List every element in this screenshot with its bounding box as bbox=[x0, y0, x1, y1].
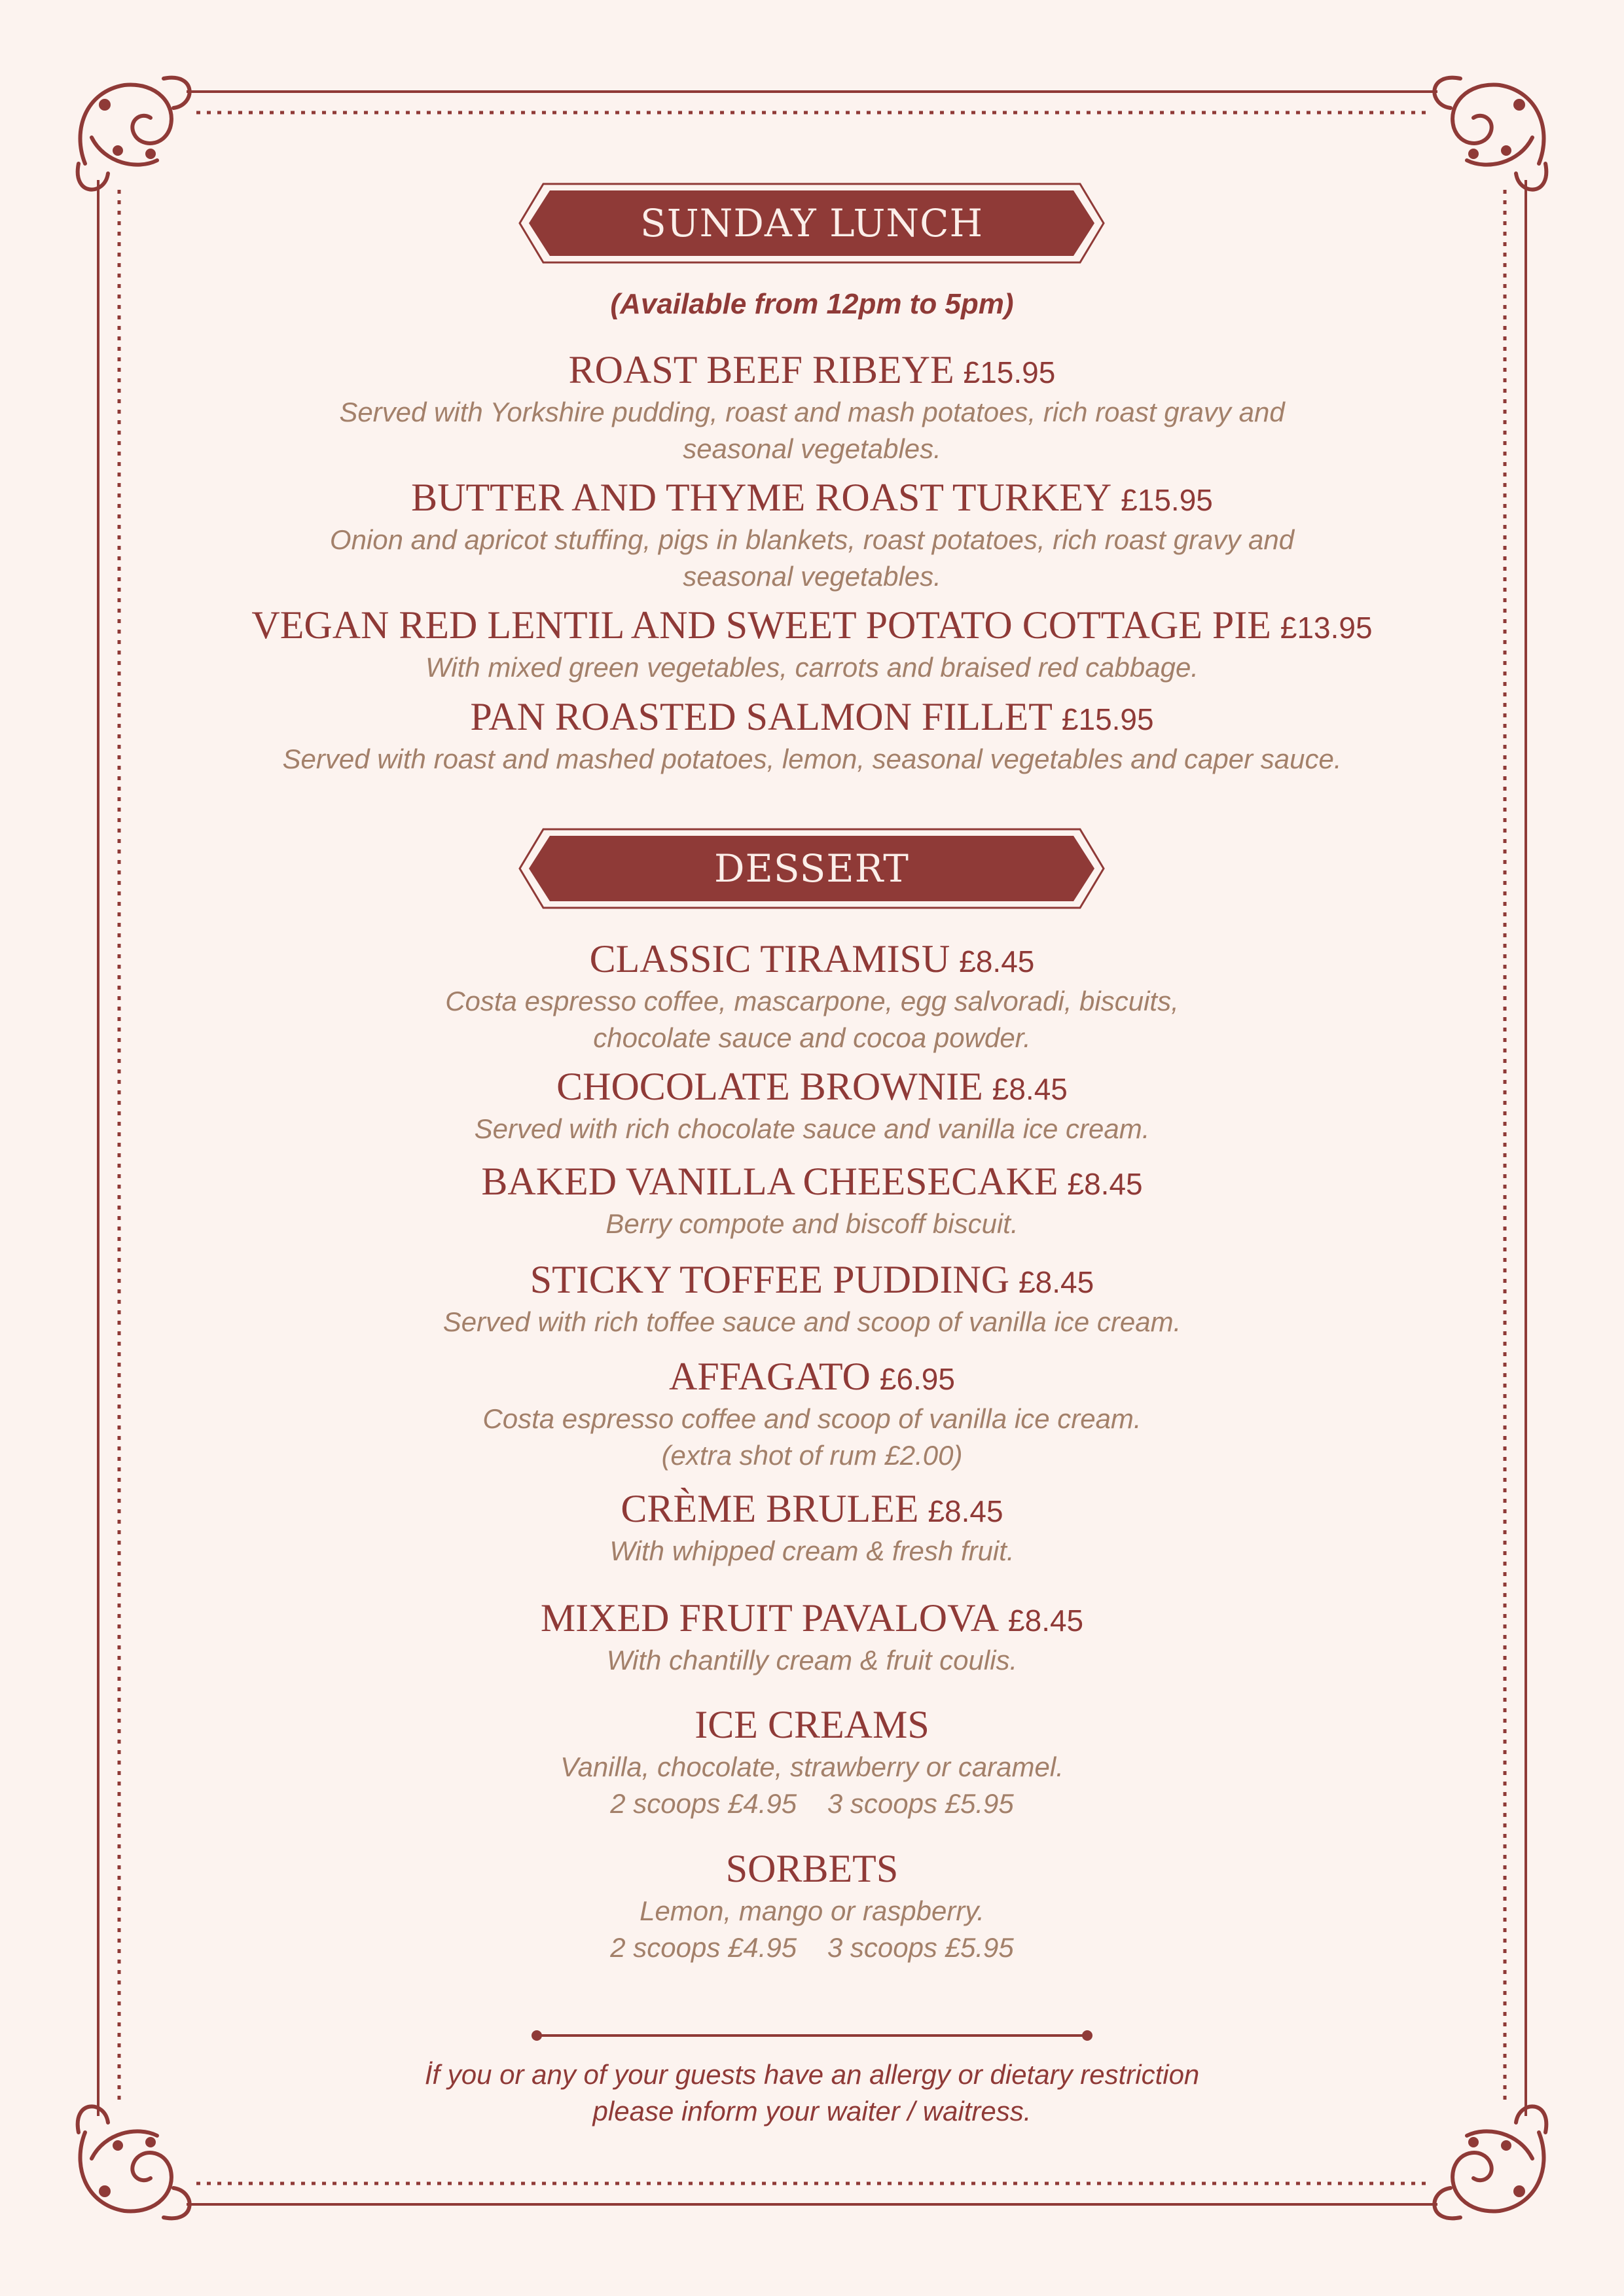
menu-item bbox=[196, 347, 1428, 467]
menu-item bbox=[196, 1257, 1428, 1340]
allergy-line-1: İf you or any of your guests have an allergy or dietary restriction bbox=[424, 2059, 1200, 2090]
menu-item bbox=[196, 1064, 1428, 1147]
section-banner-sunday bbox=[517, 181, 1106, 265]
item-price: £8.45 bbox=[928, 1494, 1003, 1528]
menu-item bbox=[196, 694, 1428, 778]
item-description: Onion and apricot stuffing, pigs in blankets, roast potatoes, rich roast gravy and seasonal vegetables. bbox=[329, 524, 1295, 592]
item-name: ROAST BEEF RIBEYE bbox=[568, 348, 954, 391]
item-description: Lemon, mango or raspberry. 2 scoops £4.95 3 scoops £5.95 bbox=[610, 1895, 1014, 1963]
allergy-notice bbox=[0, 2056, 1624, 2130]
item-description: Vanilla, chocolate, strawberry or caramel. 2 scoops £4.95 3 scoops £5.95 bbox=[560, 1751, 1064, 1819]
item-price: £15.95 bbox=[1121, 483, 1213, 517]
item-description: Served with rich toffee sauce and scoop of vanilla ice cream. bbox=[442, 1306, 1182, 1337]
item-name: MIXED FRUIT PAVALOVA bbox=[540, 1596, 1000, 1640]
item-name: SORBETS bbox=[725, 1847, 899, 1890]
item-description: Costa espresso coffee, mascarpone, egg salvoradi, biscuits, chocolate sauce and cocoa powder. bbox=[445, 986, 1179, 1053]
menu-item bbox=[196, 1846, 1428, 1966]
menu-item bbox=[196, 1486, 1428, 1570]
section-banner-dessert bbox=[517, 827, 1106, 910]
section-title-dessert: DESSERT bbox=[714, 846, 909, 891]
item-name: CHOCOLATE BROWNIE bbox=[556, 1065, 983, 1108]
menu-item bbox=[196, 1595, 1428, 1679]
menu-item bbox=[196, 475, 1428, 595]
menu-item bbox=[196, 1158, 1428, 1242]
item-price: £15.95 bbox=[963, 355, 1056, 389]
menu-item bbox=[196, 1354, 1428, 1474]
item-price: £8.45 bbox=[1019, 1265, 1094, 1299]
availability-note: (Available from 12pm to 5pm) bbox=[610, 288, 1014, 320]
item-name: CRÈME BRULEE bbox=[621, 1487, 919, 1530]
item-description: With chantilly cream & fruit coulis. bbox=[606, 1645, 1018, 1676]
item-price: £8.45 bbox=[959, 944, 1035, 978]
allergy-line-2: please inform your waiter / waitress. bbox=[592, 2096, 1032, 2126]
item-price: £8.45 bbox=[992, 1072, 1068, 1106]
item-description: Served with roast and mashed potatoes, lemon, seasonal vegetables and caper sauce. bbox=[282, 744, 1342, 774]
item-name: STICKY TOFFEE PUDDING bbox=[530, 1258, 1010, 1301]
item-name: AFFAGATO bbox=[669, 1355, 871, 1398]
item-name: VEGAN RED LENTIL AND SWEET POTATO COTTAGE PIE bbox=[251, 603, 1271, 647]
item-price: £13.95 bbox=[1280, 611, 1373, 645]
menu-item bbox=[196, 1702, 1428, 1822]
item-name: BAKED VANILLA CHEESECAKE bbox=[481, 1160, 1058, 1203]
item-name: ICE CREAMS bbox=[695, 1703, 929, 1746]
item-name: BUTTER AND THYME ROAST TURKEY bbox=[411, 476, 1112, 519]
item-price: £8.45 bbox=[1067, 1167, 1143, 1201]
item-description: With mixed green vegetables, carrots and braised red cabbage. bbox=[425, 652, 1199, 683]
item-description: Berry compote and biscoff biscuit. bbox=[605, 1208, 1019, 1239]
item-price: £6.95 bbox=[879, 1362, 955, 1396]
item-price: £8.45 bbox=[1008, 1604, 1084, 1638]
item-name: PAN ROASTED SALMON FILLET bbox=[470, 695, 1053, 738]
item-description: With whipped cream & fresh fruit. bbox=[609, 1535, 1015, 1566]
menu-item bbox=[196, 602, 1428, 686]
item-description: Served with Yorkshire pudding, roast and mash potatoes, rich roast gravy and seasonal vegetables. bbox=[339, 397, 1285, 464]
item-description: Served with rich chocolate sauce and vanilla ice cream. bbox=[474, 1113, 1150, 1144]
menu-item bbox=[196, 936, 1428, 1056]
item-description: Costa espresso coffee and scoop of vanilla ice cream. (extra shot of rum £2.00) bbox=[482, 1403, 1142, 1471]
section-title-sunday: SUNDAY LUNCH bbox=[640, 201, 984, 245]
item-price: £15.95 bbox=[1061, 702, 1154, 736]
footer-divider bbox=[530, 2029, 1094, 2042]
item-name: CLASSIC TIRAMISU bbox=[589, 937, 950, 980]
